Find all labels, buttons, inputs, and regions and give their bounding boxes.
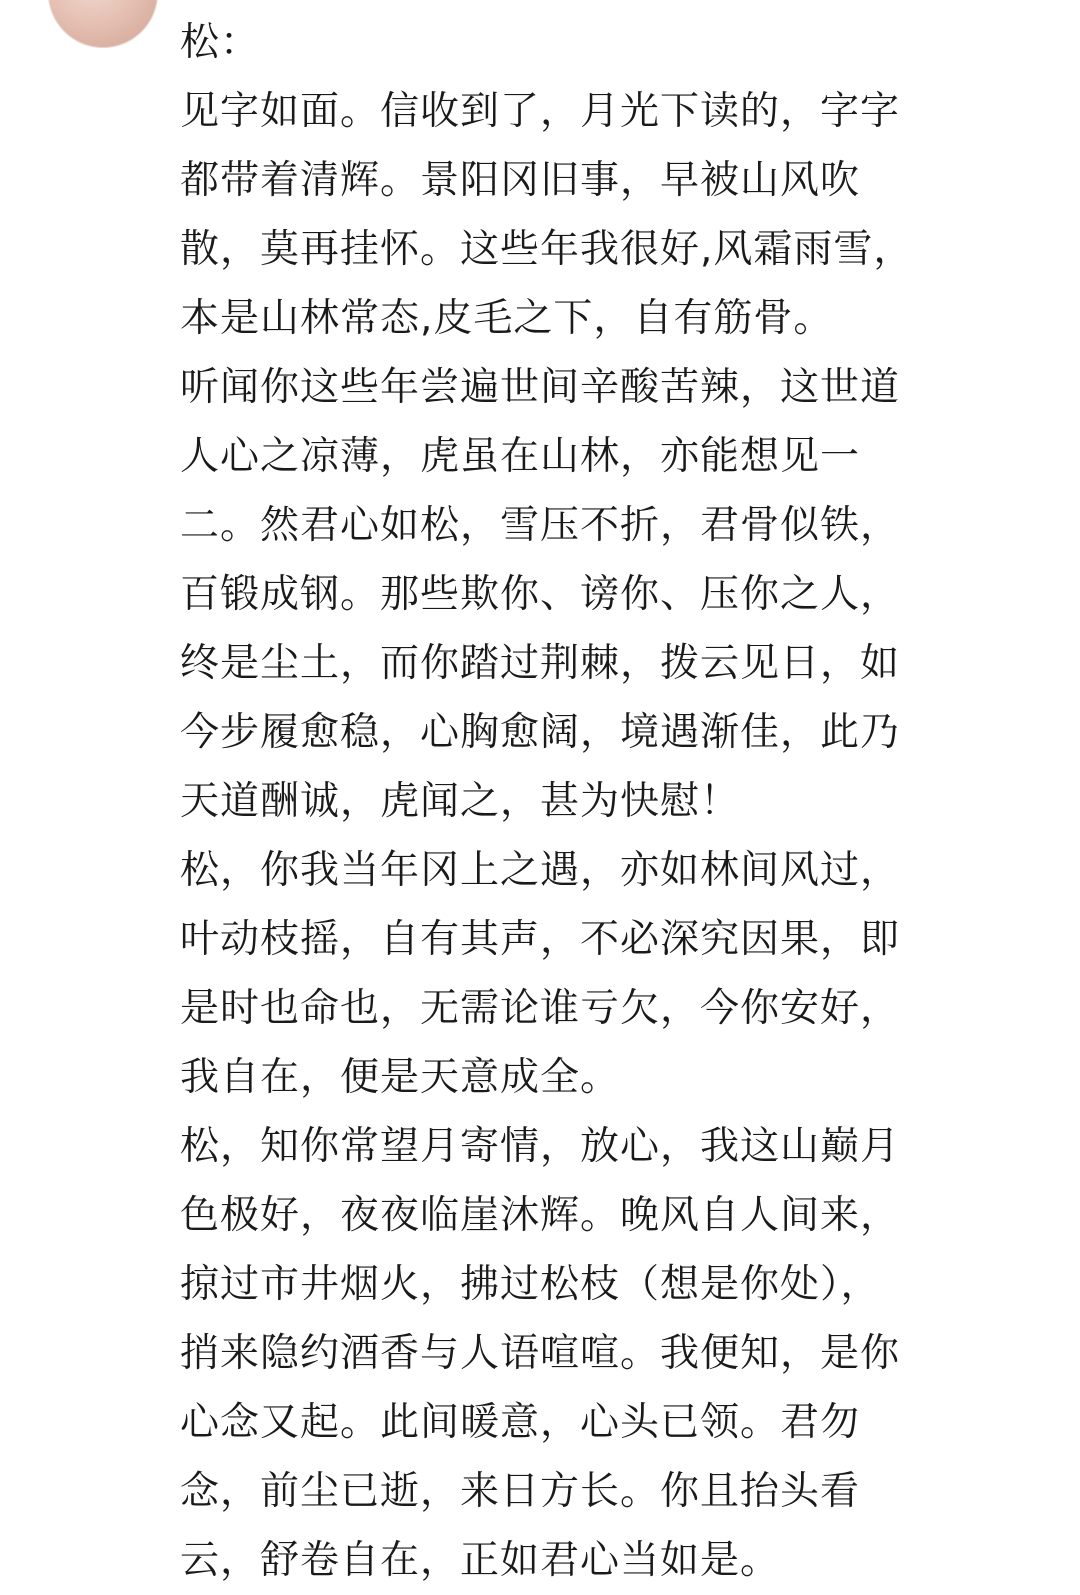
text-line: 是时也命也，无需论谁亏欠，今你安好， — [180, 986, 901, 1031]
text-line: 听闻你这些年尝遍世间辛酸苦辣，这世道 — [180, 365, 901, 410]
text-line: 色极好，夜夜临崖沐辉。晚风自人间来， — [180, 1193, 901, 1238]
text-line: 终是尘土，而你踏过荆棘，拨云见日，如 — [180, 641, 901, 686]
text-line: 二。然君心如松，雪压不折，君骨似铁， — [180, 503, 901, 548]
text-line: 本是山林常态,皮毛之下，自有筋骨。 — [180, 296, 834, 341]
text-line: 松，你我当年冈上之遇，亦如林间风过， — [180, 848, 901, 893]
comment-text — [180, 8, 1040, 1595]
avatar[interactable] — [48, 0, 158, 48]
text-line: 散，莫再挂怀。这些年我很好,风霜雨雪， — [180, 227, 914, 272]
text-line: 见字如面。信收到了，月光下读的，字字 — [180, 89, 901, 134]
text-line: 我自在，便是天意成全。 — [180, 1055, 621, 1100]
text-line: 云，舒卷自在，正如君心当如是。 — [180, 1538, 781, 1583]
text-line: 心念又起。此间暖意，心头已领。君勿 — [180, 1400, 861, 1445]
text-line: 天道酬诚，虎闻之，甚为快慰！ — [180, 779, 741, 824]
text-line: 松，知你常望月寄情，放心，我这山巅月 — [180, 1124, 901, 1169]
text-line: 捎来隐约酒香与人语喧喧。我便知，是你 — [180, 1331, 901, 1376]
text-line: 都带着清辉。景阳冈旧事，早被山风吹 — [180, 158, 861, 203]
text-line: 松： — [180, 20, 261, 65]
text-line: 叶动枝摇，自有其声，不必深究因果，即 — [180, 917, 901, 962]
text-line: 掠过市井烟火，拂过松枝（想是你处）， — [180, 1262, 881, 1307]
text-line: 念，前尘已逝，来日方长。你且抬头看 — [180, 1469, 861, 1514]
text-line: 人心之凉薄，虎虽在山林，亦能想见一 — [180, 434, 861, 479]
text-line: 今步履愈稳，心胸愈阔，境遇渐佳，此乃 — [180, 710, 901, 755]
text-line: 百锻成钢。那些欺你、谤你、压你之人， — [180, 572, 901, 617]
